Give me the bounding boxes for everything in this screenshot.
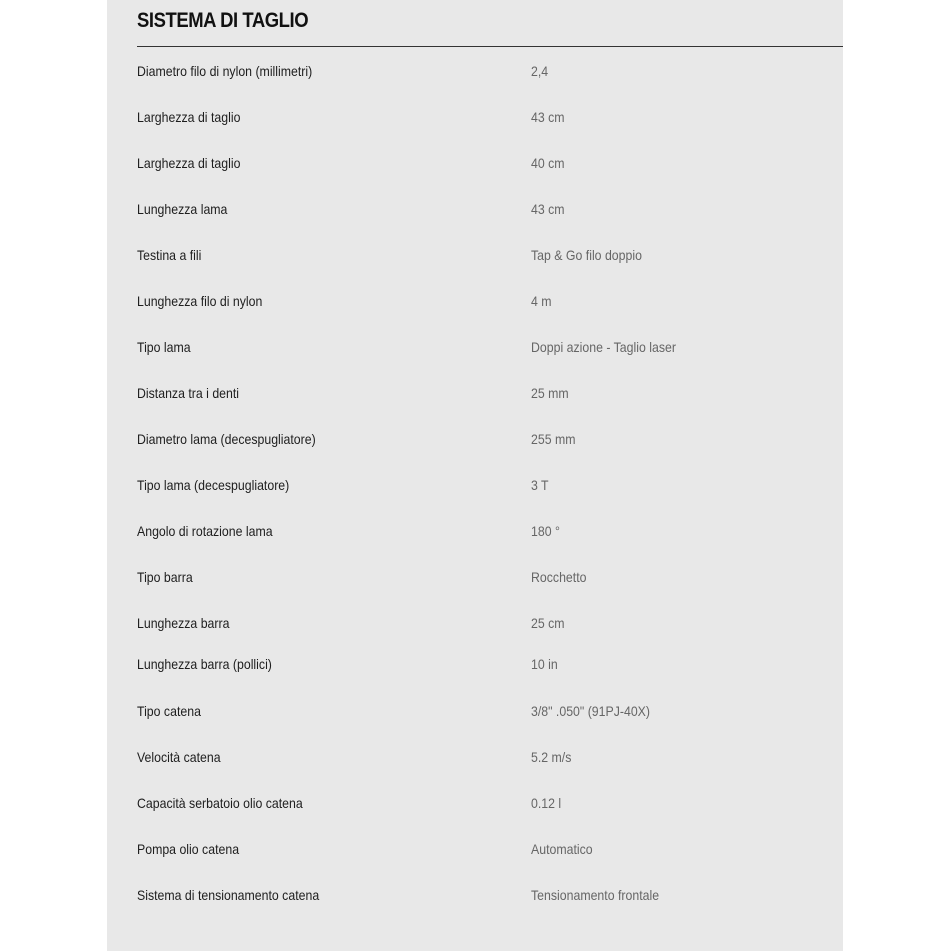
spec-row: [137, 654, 843, 674]
spec-value: 2,4: [531, 63, 549, 79]
spec-row: [137, 521, 843, 541]
spec-row: [137, 475, 843, 495]
spec-row: [137, 429, 843, 449]
spec-value: 0.12 l: [531, 795, 562, 811]
spec-value: 10 in: [531, 656, 558, 672]
spec-value: Rocchetto: [531, 569, 587, 585]
spec-label: Pompa olio catena: [137, 841, 240, 857]
title-divider: [137, 46, 843, 47]
spec-label: Testina a fili: [137, 247, 202, 263]
spec-row: [137, 199, 843, 219]
spec-row: [137, 613, 843, 633]
spec-panel: [107, 0, 843, 951]
spec-label: Tipo catena: [137, 703, 201, 719]
spec-row: [137, 747, 843, 767]
spec-row: [137, 701, 843, 721]
spec-label: Velocità catena: [137, 749, 221, 765]
spec-value: 43 cm: [531, 201, 565, 217]
spec-value: Doppi azione - Taglio laser: [531, 339, 676, 355]
spec-row: [137, 337, 843, 357]
spec-value: Automatico: [531, 841, 593, 857]
spec-label: Lunghezza barra (pollici): [137, 656, 272, 672]
spec-label: Sistema di tensionamento catena: [137, 887, 320, 903]
spec-value: 25 mm: [531, 385, 569, 401]
spec-value: 40 cm: [531, 155, 565, 171]
spec-row: [137, 839, 843, 859]
spec-label: Lunghezza barra: [137, 615, 230, 631]
spec-row: [137, 885, 843, 905]
spec-value: 3/8" .050" (91PJ-40X): [531, 703, 651, 719]
spec-value: 180 °: [531, 523, 560, 539]
spec-value: 5.2 m/s: [531, 749, 572, 765]
spec-label: Distanza tra i denti: [137, 385, 240, 401]
spec-label: Lunghezza filo di nylon: [137, 293, 263, 309]
spec-value: 4 m: [531, 293, 552, 309]
spec-row: [137, 567, 843, 587]
spec-row: [137, 61, 843, 81]
spec-row: [137, 107, 843, 127]
section-title: SISTEMA DI TAGLIO: [137, 9, 309, 32]
spec-label: Diametro filo di nylon (millimetri): [137, 63, 313, 79]
spec-label: Lunghezza lama: [137, 201, 228, 217]
spec-row: [137, 291, 843, 311]
spec-label: Diametro lama (decespugliatore): [137, 431, 316, 447]
spec-row: [137, 793, 843, 813]
spec-row: [137, 383, 843, 403]
spec-value: Tap & Go filo doppio: [531, 247, 642, 263]
spec-label: Larghezza di taglio: [137, 155, 241, 171]
spec-value: 3 T: [531, 477, 549, 493]
spec-value: 255 mm: [531, 431, 576, 447]
spec-label: Capacità serbatoio olio catena: [137, 795, 303, 811]
spec-label: Tipo barra: [137, 569, 193, 585]
spec-value: 43 cm: [531, 109, 565, 125]
spec-label: Tipo lama (decespugliatore): [137, 477, 290, 493]
spec-row: [137, 245, 843, 265]
spec-label: Tipo lama: [137, 339, 191, 355]
spec-row: [137, 153, 843, 173]
spec-value: 25 cm: [531, 615, 565, 631]
spec-label: Angolo di rotazione lama: [137, 523, 273, 539]
spec-value: Tensionamento frontale: [531, 887, 660, 903]
spec-label: Larghezza di taglio: [137, 109, 241, 125]
